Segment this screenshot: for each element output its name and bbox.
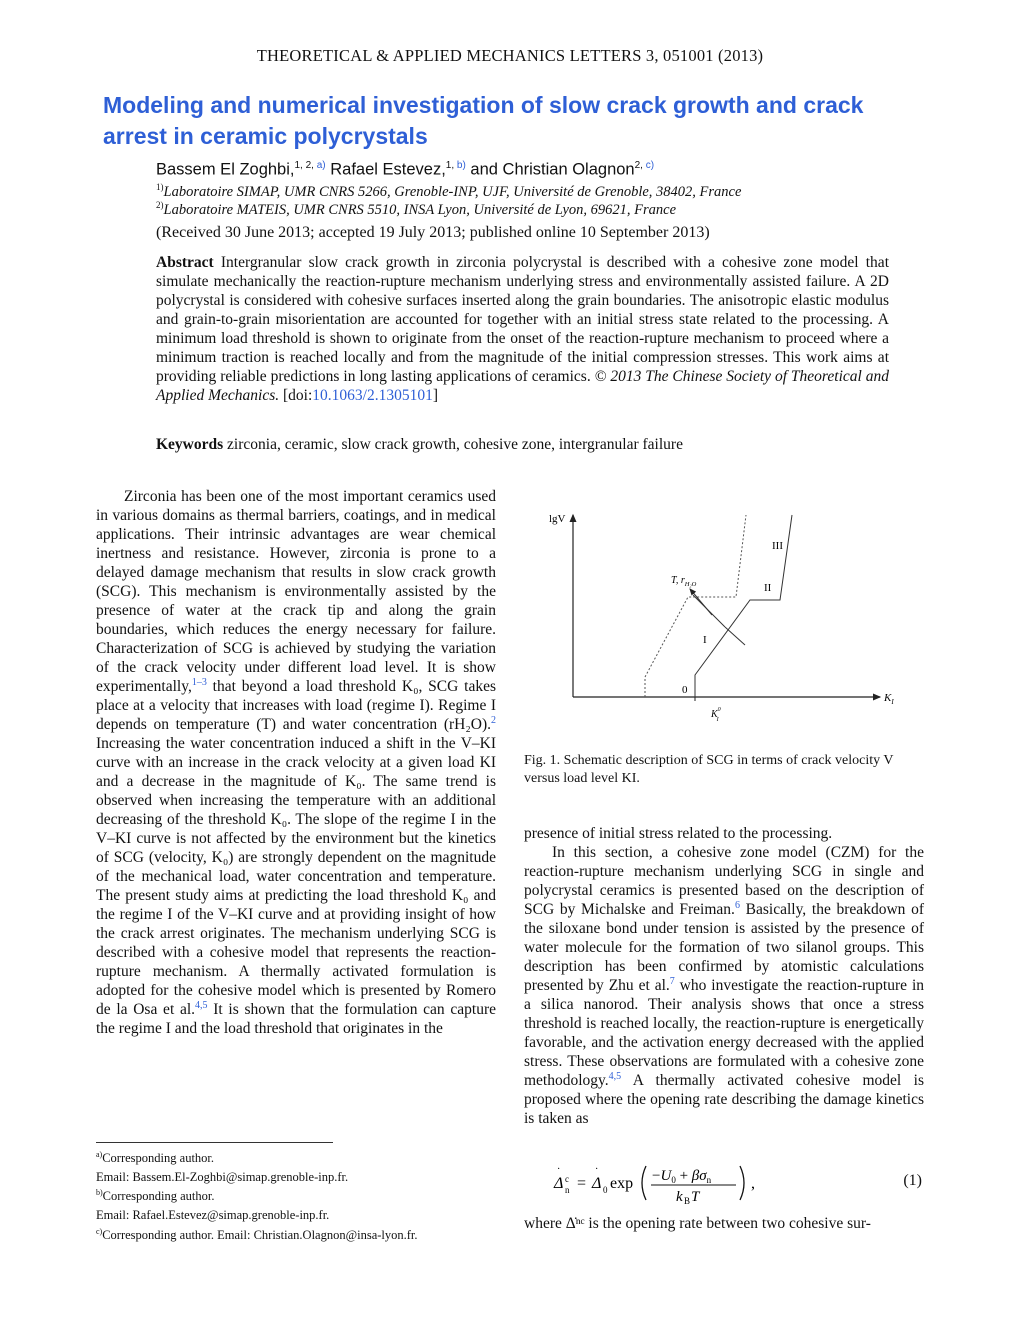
paper-title: Modeling and numerical investigation of slow crack growth and crack arrest in ceramic polycrystals [103, 92, 864, 149]
paragraph: Zirconia has been one of the most important ceramics used in various domains as thermal barriers, coatings, and in medical applications. Their intrinsic advantages are wear chemical inertness and resistance. However, zirconia is prone to a delayed damage mechanism that results in slow crack growth (SCG). This mechanism is environmentally assisted by the presence of water at the crack tip and along the grain boundaries, which reduces the energy necessary for failure. Characterization of SCG is achieved by studying the variation of the crack velocity under different load level. It is show experimentally,$^{1-3}$ that beyond a load threshold K₀, SCG takes place at a velocity that increases with load (regime I). Regime I depends on temperature (T) and water concentration (rH₂O).$^2$ Increasing the water concentration induced a shift in the V–KI curve with an increase in the crack velocity at a given load KI and a decrease in the magnitude of K₀. The same trend is observed when increasing the temperature with an additional decreasing of the threshold K₀. The slope of the regime I in the V–KI curve is not affected by the environment but the kinetics of SCG (velocity, K₀) are strongly dependent on the magnitude of the mechanical load, water concentration and temperature. The present study aims at predicting the load threshold K₀ and the regime I of the V–KI curve and at providing insight of how the crack arrest originates. The mechanism underlying SCG is described with a cohesive model that represents the reaction-rupture mechanism. A thermally activated formulation is adopted for the cohesive model which is presented by Romero de la Osa et al.$^{4,5}$ It is shown that the formulation can capture the regime I and the load threshold that originates in the [96, 488, 496, 1037]
copyright: © 2013 The Chinese Society of Theoretical and Applied Mechanics. [156, 368, 889, 404]
svg-text:Δ: Δ [554, 1175, 564, 1192]
footnotes [96, 1147, 506, 1243]
author-affil-sup: 1, 2, a) [294, 160, 326, 171]
citation-link[interactable]: 4,5 [195, 999, 208, 1011]
author-affil-sup: 1, b) [445, 160, 466, 171]
affiliation: $^{1)}$Laboratoire SIMAP, UMR CNRS 5266, Grenoble-INP, UJF, Université de Grenoble, 38402, France [156, 182, 742, 200]
x-axis-label: $K_I$ [884, 692, 894, 706]
footnote-link[interactable]: b) [456, 160, 466, 171]
author-name: Rafael Estevez, [330, 160, 446, 179]
figure-caption: Fig. 1. Schematic description of SCG in terms of crack velocity V versus load level KI. [524, 753, 894, 786]
footnote: Email: Bassem.El-Zoghbi@simap.grenoble-inp.fr. [96, 1170, 349, 1185]
svg-text:·: · [595, 1164, 599, 1175]
footnote-link[interactable]: c) [645, 160, 655, 171]
author-list [156, 160, 654, 180]
right-column [524, 824, 924, 1128]
svg-text:exp: exp [610, 1175, 634, 1192]
author-affil-sup: 2, c) [634, 160, 655, 171]
svg-text:=: = [577, 1175, 587, 1192]
origin-label: 0 [682, 684, 688, 696]
svg-text:k: k [676, 1189, 683, 1205]
author-name: Bassem El Zoghbi, [156, 160, 295, 179]
svg-text:,: , [751, 1175, 755, 1192]
svg-text:Δ: Δ [592, 1175, 602, 1192]
footnote-divider [96, 1142, 333, 1143]
received-dates: (Received 30 June 2013; accepted 19 July 2013; published online 10 September 2013) [156, 224, 710, 241]
region-label-III: III [772, 540, 783, 552]
svg-text:0: 0 [603, 1185, 608, 1195]
equation-1 [524, 1160, 924, 1206]
author-name: and Christian Olagnon [470, 160, 635, 179]
svg-text:n: n [565, 1185, 570, 1195]
footnote: $^{c)}$Corresponding author. Email: Christian.Olagnon@insa-lyon.fr. [96, 1226, 418, 1242]
paragraph: presence of initial stress related to the processing. [524, 825, 833, 842]
svg-text:−U0 + βσn: $-U_0 + \beta\sigma_n$ [652, 1168, 712, 1185]
svg-text:c: c [565, 1174, 569, 1184]
equation-body [550, 1160, 790, 1206]
temperature-water-label: T, $r_{H_2O}$ [671, 575, 697, 588]
y-axis-label: lgV [549, 513, 566, 525]
citation-link[interactable]: 2 [491, 714, 496, 726]
keywords-label: Keywords [156, 436, 224, 453]
footnote: $^{a)}$Corresponding author. [96, 1150, 215, 1166]
svg-text:T: T [691, 1189, 700, 1205]
citation-link[interactable]: 1–3 [191, 676, 207, 688]
abstract-label: Abstract [156, 254, 214, 271]
keywords: Keywords zirconia, ceramic, slow crack growth, cohesive zone, intergranular failure [156, 436, 683, 453]
regime-crossing-line-2 [725, 627, 745, 645]
region-label-I: I [703, 634, 707, 646]
region-label-II: II [764, 582, 772, 594]
k0-label: $K^0$ I [711, 707, 721, 723]
paragraph: In this section, a cohesive zone model (CZM) for the reaction-rupture mechanism underlying SCG in single and polycrystal ceramics is presented based on the description of SCG by Michalske and Freiman.$^6$ Basically, the breakdown of the siloxane bond under tension is assisted by the presence of water molecule for the formation of two silanol groups. This description has been confirmed by atomistic calculations presented by Zhu et al.$^7$ who investigate the reaction-rupture in a silica nanorod. Their analysis shows that once a stress threshold is reached locally, the reaction-rupture is energetically favorable, and the activation energy decreased with the applied stress. These observations are formulated with a cohesive zone methodology.$^{4,5}$ A thermally activated cohesive model is proposed where the opening rate describing the damage kinetics is taken as [524, 844, 924, 1127]
paragraph: where Δ̇ⁿᶜ is the opening rate between two cohesive sur- [524, 1215, 871, 1232]
affiliation: $^{2)}$Laboratoire MATEIS, UMR CNRS 5510, INSA Lyon, Université de Lyon, 69621, France [156, 200, 676, 218]
footnote: $^{b)}$Corresponding author. [96, 1188, 215, 1204]
footnote-link[interactable]: a) [316, 160, 326, 171]
scg-schematic-figure [540, 505, 910, 730]
shift-arrow [690, 589, 712, 615]
abstract: Abstract Intergranular slow crack growth in zirconia polycrystal is described with a cohesive zone model that simulate mechanically the reaction-rupture mechanism underlying stress and environmentally assisted failure. A 2D polycrystal is considered with cohesive surfaces inserted along the grain boundaries. The anisotropic elastic modulus and grain-to-grain misorientation are accounted for together with an initial stress state related to the processing. A minimum load threshold is shown to originate from the onset of the reaction-rupture mechanism to proceed where a minimum traction is reached locally and from the magnitude of the initial compression stresses. This work aims at providing reliable predictions in long lasting applications of ceramics. © 2013 The Chinese Society of Theoretical and Applied Mechanics. [doi:10.1063/2.1305101] [156, 254, 889, 404]
doi-link[interactable]: 10.1063/2.1305101 [312, 387, 433, 404]
journal-header: THEORETICAL & APPLIED MECHANICS LETTERS 3, 051001 (2013) [256, 46, 764, 65]
scg-curve-shifted [645, 515, 746, 697]
svg-text:B: B [684, 1196, 691, 1206]
citation-link[interactable]: 4,5 [608, 1070, 622, 1082]
citation-link[interactable]: 7 [669, 975, 675, 987]
left-column [96, 487, 496, 1038]
citation-link[interactable]: 6 [734, 899, 740, 911]
equation-number: (1) [903, 1172, 922, 1189]
svg-text:·: · [557, 1164, 561, 1175]
footnote: Email: Rafael.Estevez@simap.grenoble-inp.fr. [96, 1208, 330, 1223]
